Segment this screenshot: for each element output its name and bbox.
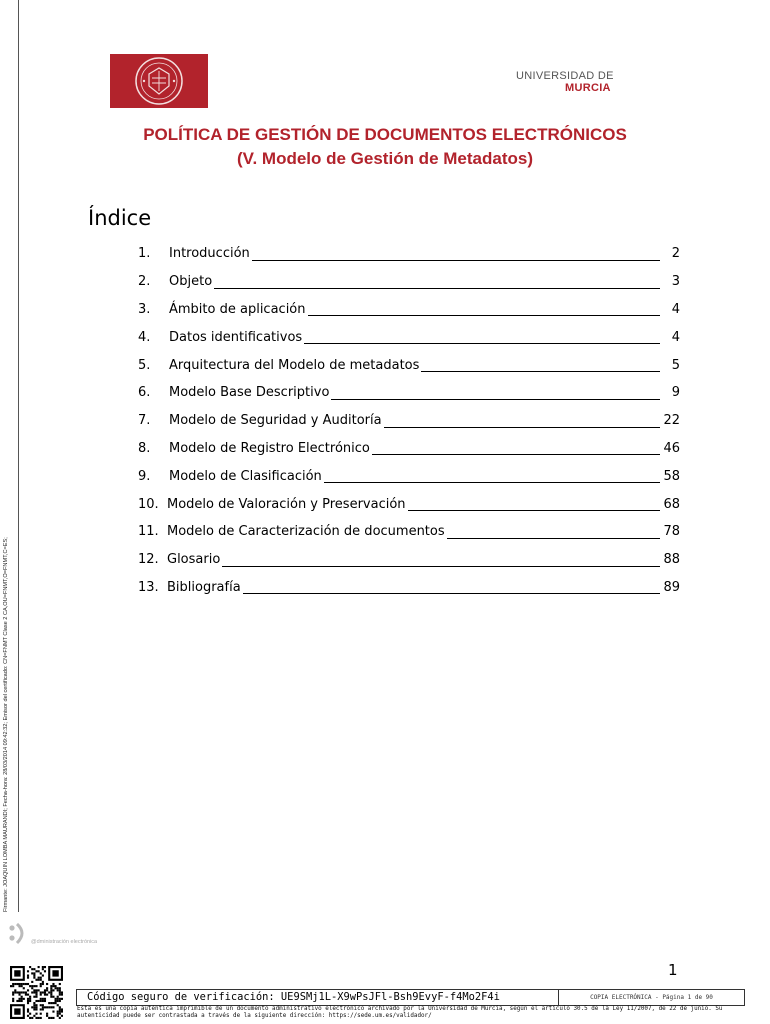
toc-leader-line [384,427,660,428]
toc-entry[interactable] [138,574,680,602]
toc-entry[interactable] [138,323,680,351]
copy-page-label: COPIA ELECTRÓNICA - Página 1 de 90 [590,994,713,1001]
university-line2: MURCIA [565,82,611,94]
verification-qr-code [10,966,63,1019]
toc-entry-page: 88 [663,552,680,568]
toc-leader-line [408,510,660,511]
verification-box [76,989,745,1006]
seal-icon [130,56,188,106]
toc-leader-line [304,343,660,344]
toc-leader-line [421,371,660,372]
toc-entry[interactable] [138,296,680,324]
university-seal-logo [110,54,208,108]
toc-entry[interactable] [138,407,680,435]
toc-leader-line [372,454,660,455]
toc-leader-line [252,260,660,261]
toc-entry-page: 4 [671,301,680,317]
toc-entry[interactable] [138,435,680,463]
toc-entry[interactable] [138,379,680,407]
page-number: 1 [668,961,678,979]
toc-entry[interactable] [138,268,680,296]
toc-entry[interactable] [138,351,680,379]
toc-leader-line [308,315,661,316]
university-line1: UNIVERSIDAD DE [516,70,614,82]
toc-entry-page: 46 [663,440,680,456]
toc-leader-line [243,593,660,594]
toc-entry-page: 58 [663,468,680,484]
toc-leader-line [447,538,660,539]
toc-entry-label: Modelo de Clasificación [169,468,322,484]
legal-notice: Esta es una copia auténtica imprimible de un documento administrativo electrónico archivado por la Universidad de Murcia, según el artículo 30.5 de la Ley 11/2007, de 22 de junio. Su autenticidad puede ser contrastada a través de la siguiente dirección: https://sede.um.es/validador/ [77,1006,723,1019]
toc-entry-label: Modelo de Registro Electrónico [169,440,370,456]
toc-entry-page: 78 [663,524,680,540]
toc-entry-number: 6. [138,385,151,401]
toc-entry-label: Arquitectura del Modelo de metadatos [169,357,420,373]
toc-entry-label: Modelo de Caracterización de documentos [167,524,445,540]
toc-entry-page: 68 [663,496,680,512]
toc-entry-number: 12. [138,552,159,568]
toc-entry-number: 5. [138,357,151,373]
toc-entry-page: 9 [671,385,680,401]
toc-entry-number: 3. [138,301,151,317]
toc-entry[interactable] [138,462,680,490]
toc-entry-label: Modelo de Seguridad y Auditoría [169,413,382,429]
toc-entry-label: Glosario [167,552,221,568]
toc-entry-label: Modelo Base Descriptivo [169,385,330,401]
toc-entry-number: 9. [138,468,151,484]
title-line1: POLÍTICA DE GESTIÓN DE DOCUMENTOS ELECTRÓNICOS [143,125,627,144]
toc-entry-number: 8. [138,440,151,456]
toc-entry-label: Introducción [169,246,250,262]
toc-entry-number: 10. [138,496,159,512]
e-admin-icon [7,921,98,953]
signature-side-text: Firmante: JOAQUIN LOMBA MAURANDI; Fecha-hora: 28/03/2014 09:42:32; Emisor del certificado: CN=FNMT Clase 2 CA,OU=FNMT,O=FNMT,C=ES; [3,537,9,912]
toc-entry-label: Bibliografía [167,579,241,595]
university-wordmark [516,70,614,94]
toc-entry-number: 1. [138,246,151,262]
toc-entry[interactable] [138,546,680,574]
e-admin-logo-text: @dministración electrónica [31,939,98,945]
toc-entry[interactable] [138,490,680,518]
title-line2: (V. Modelo de Gestión de Metadatos) [237,149,533,168]
toc-entry[interactable] [138,240,680,268]
toc-entry-number: 13. [138,579,159,595]
toc-leader-line [214,288,660,289]
index-heading: Índice [88,206,152,230]
toc-entry-number: 2. [138,274,151,290]
toc-entry-number: 11. [138,524,159,540]
table-of-contents [138,240,680,601]
toc-entry-label: Ámbito de aplicación [169,301,306,317]
toc-entry[interactable] [138,518,680,546]
document-title [0,123,770,171]
toc-entry-page: 22 [663,413,680,429]
toc-entry-label: Objeto [169,274,213,290]
toc-entry-page: 3 [671,274,680,290]
toc-entry-page: 4 [671,329,680,345]
verification-code: Código seguro de verificación: UE9SMj1L-X9wPsJFl-Bsh9EvyF-f4Mo2F4i [77,990,559,1005]
toc-entry-label: Modelo de Valoración y Preservación [167,496,406,512]
toc-entry-page: 89 [663,579,680,595]
toc-leader-line [222,566,660,567]
toc-entry-number: 7. [138,413,151,429]
toc-leader-line [324,482,660,483]
toc-entry-page: 2 [671,246,680,262]
toc-leader-line [331,399,660,400]
toc-entry-label: Datos identificativos [169,329,303,345]
toc-entry-page: 5 [671,357,680,373]
toc-entry-number: 4. [138,329,151,345]
e-administration-logo [7,921,98,953]
